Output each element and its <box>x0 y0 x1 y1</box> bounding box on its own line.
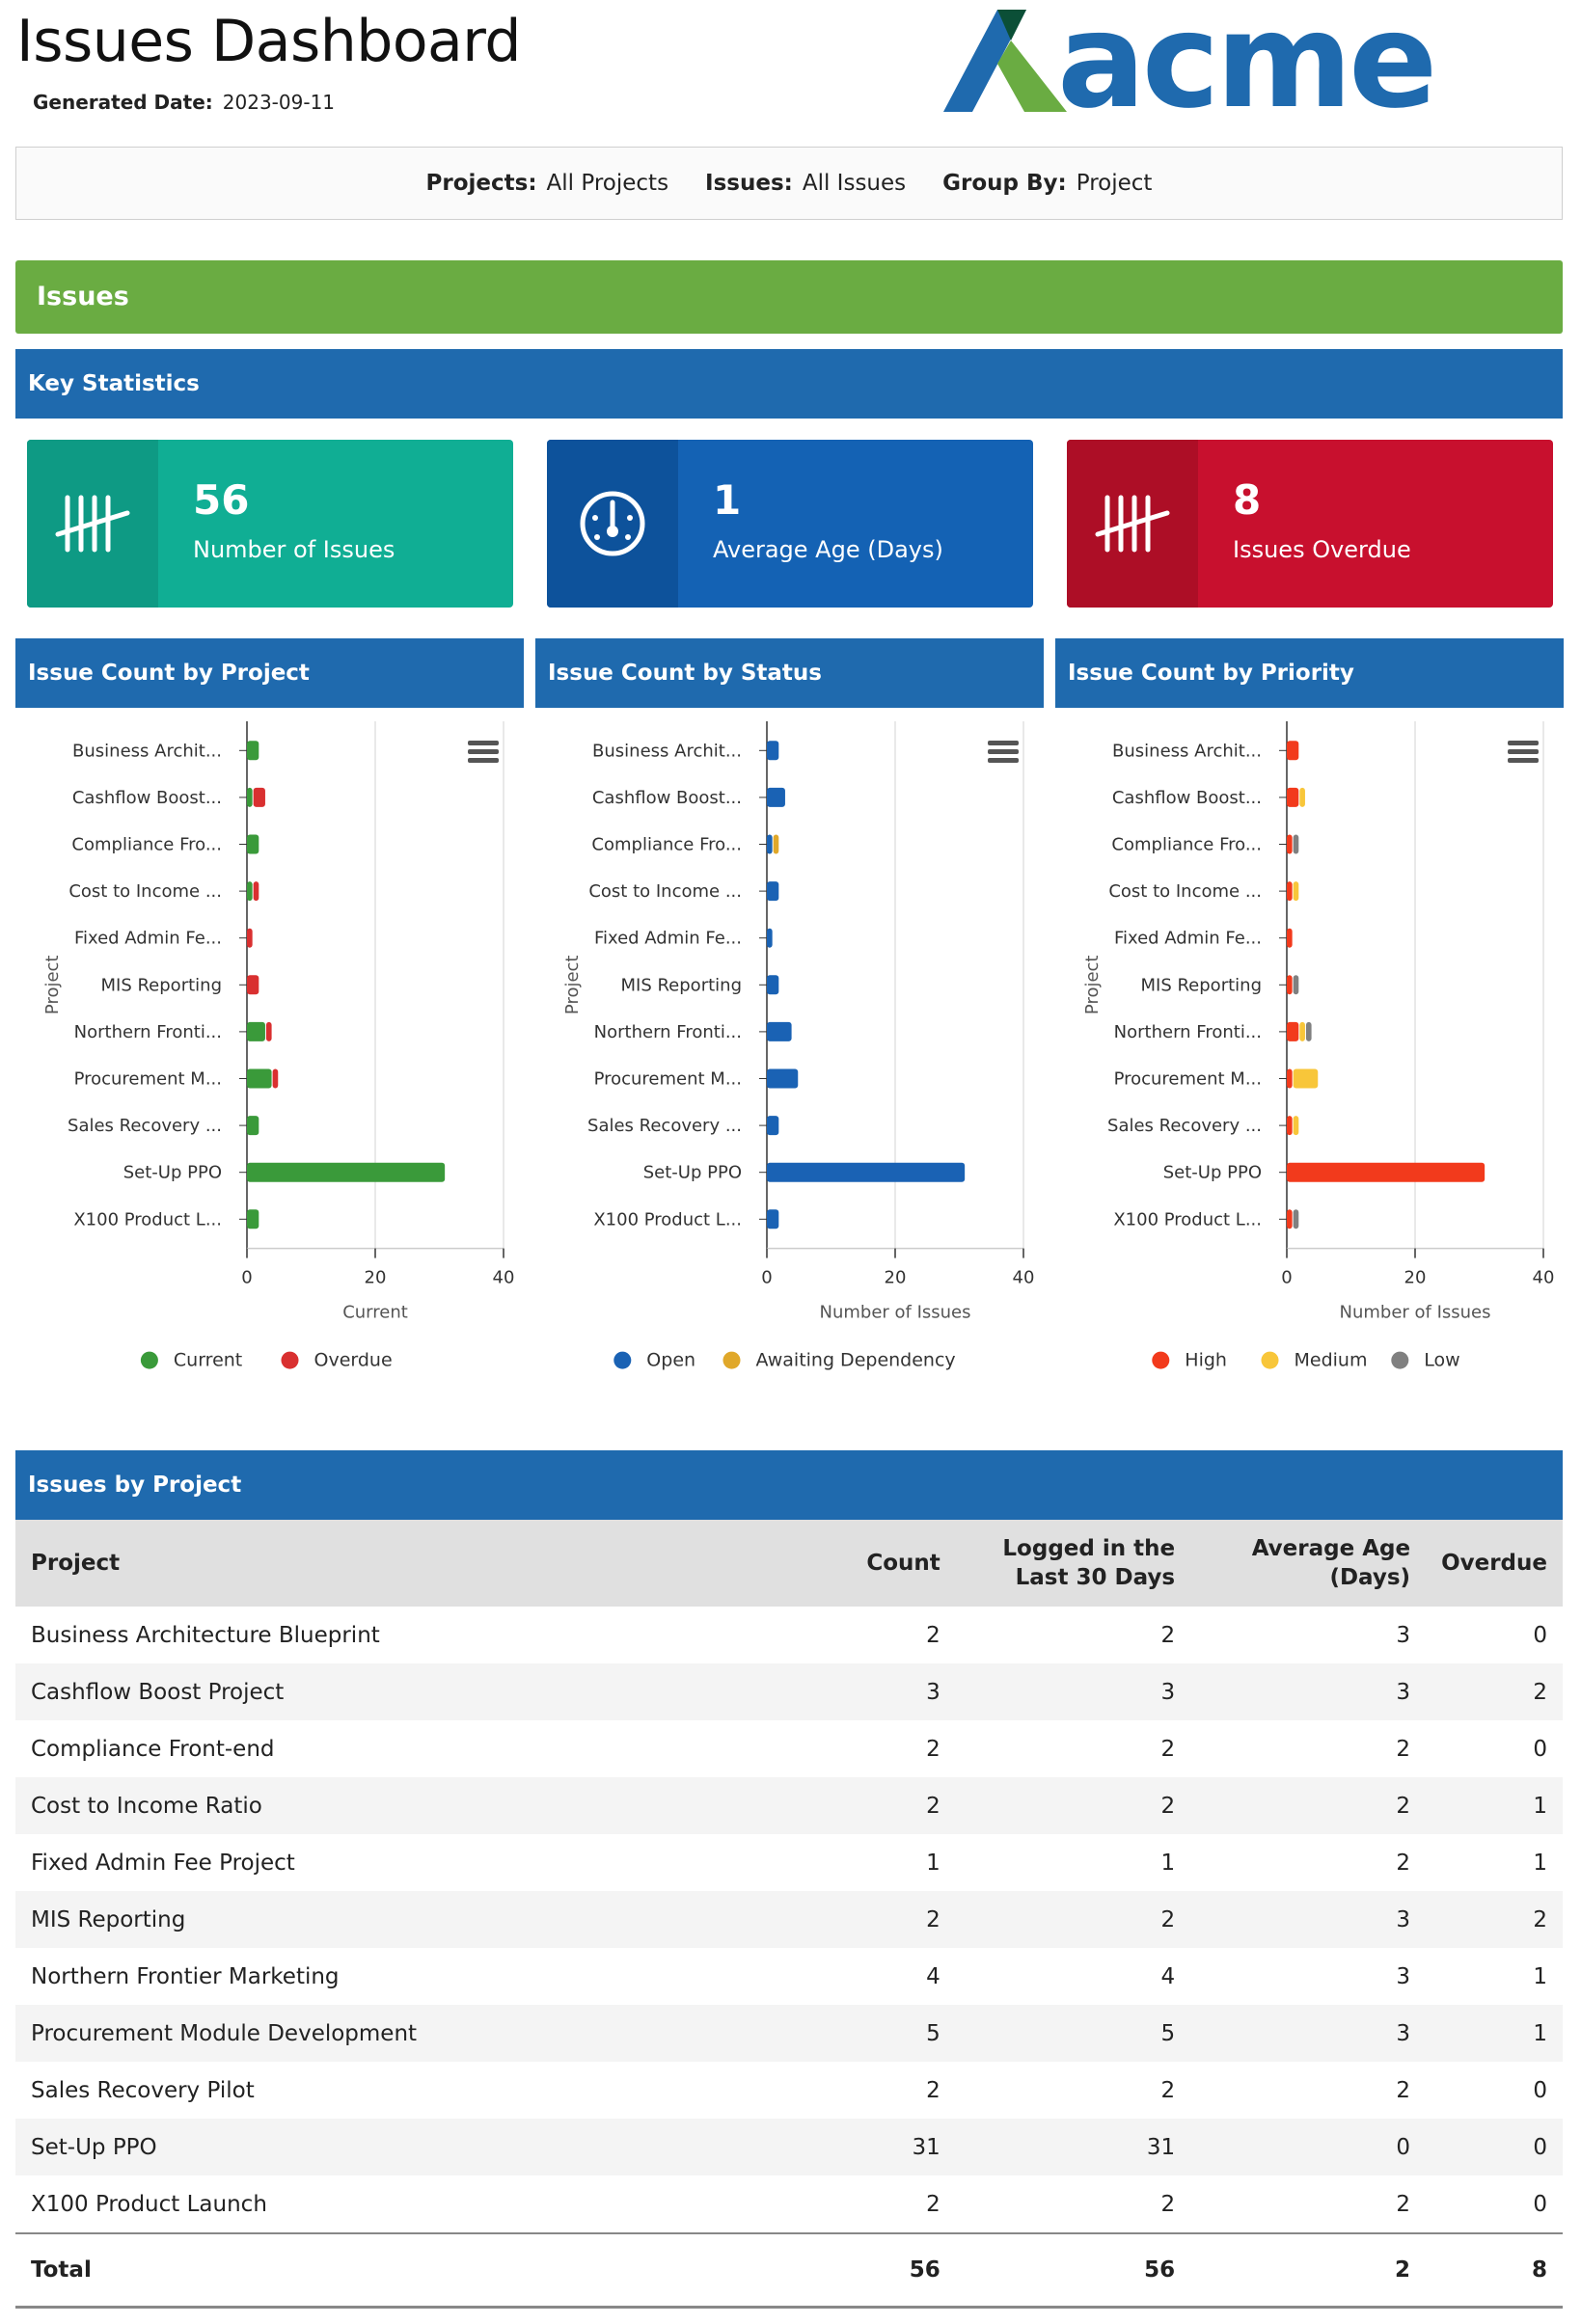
legend-item-medium[interactable] <box>1262 1350 1368 1371</box>
cell-count: 2 <box>766 1891 956 1948</box>
y-tick-label: Procurement M... <box>1113 1068 1262 1090</box>
cell-project: Cost to Income Ratio <box>15 1777 766 1834</box>
cell-age: 0 <box>1190 2119 1426 2175</box>
bar-open[interactable] <box>767 1116 778 1135</box>
legend-label: Low <box>1424 1349 1460 1371</box>
bar-low[interactable] <box>1294 1209 1299 1229</box>
bar-current[interactable] <box>247 1116 259 1135</box>
y-tick-label: Business Archit... <box>72 741 222 762</box>
bar-high[interactable] <box>1287 929 1293 948</box>
bar-current[interactable] <box>247 788 253 807</box>
bar-high[interactable] <box>1287 1022 1298 1041</box>
cell-project: MIS Reporting <box>15 1891 766 1948</box>
total-age: 2 <box>1190 2233 1426 2308</box>
filter-bar <box>15 147 1563 220</box>
x-axis-title: Number of Issues <box>819 1302 971 1323</box>
y-tick-label: Fixed Admin Fe... <box>73 928 222 949</box>
filter-projects[interactable]: Projects: All Projects <box>425 171 669 196</box>
cell-age: 2 <box>1396 2077 1411 2103</box>
x-tick-label: 20 <box>884 1267 907 1288</box>
generated-date-label: Generated Date: <box>33 91 213 114</box>
bar-high[interactable] <box>1287 788 1298 807</box>
y-tick-label: Set-Up PPO <box>642 1162 742 1183</box>
y-tick-label: Sales Recovery ... <box>587 1116 742 1137</box>
cell-overdue: 0 <box>1533 2077 1547 2103</box>
stat-label: Average Age (Days) <box>713 536 943 563</box>
cell-age: 3 <box>1190 2005 1426 2062</box>
bar-current[interactable] <box>247 1069 272 1089</box>
legend-item-current[interactable] <box>141 1350 242 1371</box>
cell-age: 2 <box>1190 1777 1426 1834</box>
cell-age: 3 <box>1396 1963 1411 1989</box>
issue-count-by-project-chart <box>15 710 524 1423</box>
cell-project: Northern Frontier Marketing <box>31 1963 340 1989</box>
issues-by-project-table <box>15 1520 1563 2309</box>
acme-logo <box>943 4 1561 118</box>
cell-overdue: 2 <box>1426 1891 1563 1948</box>
cell-overdue: 1 <box>1533 1963 1547 1989</box>
bar-current[interactable] <box>247 881 253 901</box>
chart-panel-status <box>535 661 1044 1423</box>
cell-project: Sales Recovery Pilot <box>31 2077 255 2103</box>
stat-value: 1 <box>713 476 742 524</box>
legend-label: High <box>1185 1349 1227 1371</box>
legend-marker <box>141 1352 158 1369</box>
bar-high[interactable] <box>1287 975 1293 994</box>
cell-project: Cashflow Boost Project <box>15 1663 766 1720</box>
cell-overdue: 1 <box>1426 1777 1563 1834</box>
bar-medium[interactable] <box>1294 1116 1299 1135</box>
y-tick-label: Fixed Admin Fe... <box>593 928 742 949</box>
legend-label: Overdue <box>313 1349 393 1371</box>
table-header-row <box>15 1520 1563 1607</box>
y-tick-label: Fixed Admin Fe... <box>1113 928 1262 949</box>
stat-tile-overdue <box>1067 440 1553 608</box>
stat-icon-box <box>27 440 158 608</box>
stat-icon-box <box>547 440 678 608</box>
y-tick-label: Cost to Income ... <box>1108 881 1262 903</box>
cell-logged: 2 <box>1160 2077 1176 2103</box>
table-row[interactable] <box>15 1834 1563 1891</box>
cell-overdue: 0 <box>1533 2191 1547 2217</box>
chart-panel-project <box>15 661 524 1423</box>
bar-current[interactable] <box>247 835 259 854</box>
bar-open[interactable] <box>767 975 778 994</box>
y-tick-label: Set-Up PPO <box>123 1162 222 1183</box>
table-row[interactable] <box>15 1607 1563 1663</box>
y-tick-label: Cost to Income ... <box>68 881 222 903</box>
y-tick-label: Compliance Fro... <box>71 834 222 855</box>
x-tick-label: 20 <box>364 1267 387 1288</box>
y-tick-label: Sales Recovery ... <box>68 1116 222 1137</box>
col-average-age[interactable]: Average Age (Days) <box>1190 1520 1426 1607</box>
stat-label: Number of Issues <box>193 536 395 563</box>
y-tick-label: Cashflow Boost... <box>591 787 742 808</box>
y-tick-label: X100 Product L... <box>593 1209 742 1230</box>
y-tick-label: Procurement M... <box>593 1068 742 1090</box>
bar-high[interactable] <box>1287 1163 1485 1182</box>
x-tick-label: 0 <box>761 1267 773 1288</box>
tally-icon <box>1094 490 1171 557</box>
cell-count: 3 <box>766 1663 956 1720</box>
cell-age: 3 <box>1190 1663 1426 1720</box>
y-tick-label: Business Archit... <box>592 741 742 762</box>
bar-current[interactable] <box>247 1022 265 1041</box>
bar-high[interactable] <box>1287 1069 1293 1089</box>
table-total-row <box>15 2233 1563 2308</box>
tally-icon <box>54 490 131 557</box>
legend-item-overdue[interactable] <box>282 1350 393 1371</box>
cell-age: 2 <box>1396 1850 1411 1876</box>
col-project[interactable]: Project <box>15 1520 766 1607</box>
cell-project: Fixed Admin Fee Project <box>31 1850 295 1876</box>
stat-label: Issues Overdue <box>1233 536 1411 563</box>
cell-logged: 2 <box>956 1777 1190 1834</box>
bar-medium[interactable] <box>1299 1022 1305 1041</box>
cell-count: 4 <box>926 1963 940 1989</box>
table-row[interactable] <box>15 1891 1563 1948</box>
chart-title-bar: Issue Count by Project <box>15 638 524 708</box>
issue-count-by-priority-chart <box>1055 710 1564 1423</box>
generated-date-value: 2023-09-11 <box>222 91 336 114</box>
y-tick-label: X100 Product L... <box>1113 1209 1262 1230</box>
bar-open[interactable] <box>767 1069 798 1089</box>
stat-value: 8 <box>1233 476 1262 524</box>
key-statistics-header: Key Statistics <box>15 349 1563 419</box>
cell-overdue: 0 <box>1533 1736 1547 1762</box>
legend-marker <box>1152 1352 1169 1369</box>
bar-overdue[interactable] <box>254 881 259 901</box>
bar-current[interactable] <box>247 1163 445 1182</box>
bar-open[interactable] <box>767 1022 792 1041</box>
cell-age: 2 <box>1396 2191 1411 2217</box>
bar-open[interactable] <box>767 1163 965 1182</box>
issue-count-by-status-chart <box>535 710 1044 1423</box>
bar-current[interactable] <box>247 1209 259 1229</box>
y-tick-label: Cashflow Boost... <box>71 787 222 808</box>
bar-high[interactable] <box>1287 1116 1293 1135</box>
bar-low[interactable] <box>1294 835 1299 854</box>
cell-logged: 2 <box>1160 1736 1176 1762</box>
y-tick-label: Sales Recovery ... <box>1107 1116 1262 1137</box>
y-tick-label: MIS Reporting <box>100 975 222 996</box>
stat-tile-issues <box>27 440 513 608</box>
cell-project: Business Architecture Blueprint <box>31 1622 380 1648</box>
x-tick-label: 0 <box>1281 1267 1293 1288</box>
legend-label: Awaiting Dependency <box>755 1349 956 1371</box>
x-tick-label: 0 <box>241 1267 253 1288</box>
y-axis-title: Project <box>1082 955 1103 1015</box>
cell-overdue: 2 <box>1426 1663 1563 1720</box>
bar-high[interactable] <box>1287 835 1293 854</box>
legend-label: Current <box>173 1349 243 1371</box>
legend-marker <box>282 1352 299 1369</box>
bar-overdue[interactable] <box>247 975 259 994</box>
cell-logged: 3 <box>956 1663 1190 1720</box>
page-title: Issues Dashboard <box>16 8 522 75</box>
y-tick-label: MIS Reporting <box>620 975 742 996</box>
legend-marker <box>1391 1352 1408 1369</box>
x-tick-label: 20 <box>1404 1267 1427 1288</box>
bar-awaiting-dependency[interactable] <box>774 835 779 854</box>
chart-menu-icon[interactable] <box>468 741 499 763</box>
legend-marker <box>723 1352 741 1369</box>
table-row[interactable] <box>15 2062 1563 2119</box>
bar-open[interactable] <box>767 1209 778 1229</box>
bar-low[interactable] <box>1294 975 1299 994</box>
bar-open[interactable] <box>767 881 778 901</box>
legend-marker <box>613 1352 631 1369</box>
y-tick-label: Northern Fronti... <box>1113 1021 1262 1042</box>
bar-current[interactable] <box>247 741 259 760</box>
legend-item-low[interactable] <box>1391 1350 1459 1371</box>
table-row[interactable] <box>15 1720 1563 1777</box>
cell-overdue: 0 <box>1426 2119 1563 2175</box>
legend-label: Open <box>646 1349 696 1371</box>
total-label: Total <box>15 2233 766 2308</box>
bar-high[interactable] <box>1287 1209 1293 1229</box>
stat-value: 56 <box>193 476 250 524</box>
bar-open[interactable] <box>767 788 785 807</box>
table-row[interactable] <box>15 2119 1563 2175</box>
logo-wordmark: acme <box>1057 4 1434 118</box>
filter-group-by[interactable]: Group By: Project <box>942 171 1153 196</box>
cell-logged: 1 <box>1160 1850 1176 1876</box>
cell-logged: 2 <box>1160 1622 1176 1648</box>
y-tick-label: Northern Fronti... <box>593 1021 742 1042</box>
bar-overdue[interactable] <box>247 929 253 948</box>
cell-count: 2 <box>926 2077 940 2103</box>
cell-project: X100 Product Launch <box>31 2191 267 2217</box>
bar-open[interactable] <box>767 835 773 854</box>
table-row[interactable] <box>15 1663 1563 1720</box>
bar-open[interactable] <box>767 929 773 948</box>
issues-by-project-header: Issues by Project <box>15 1450 1563 1520</box>
total-overdue: 8 <box>1426 2233 1563 2308</box>
legend-item-awaiting-dependency[interactable] <box>723 1350 956 1371</box>
y-tick-label: Cashflow Boost... <box>1111 787 1262 808</box>
stat-icon-box <box>1067 440 1198 608</box>
legend-label: Medium <box>1294 1349 1368 1371</box>
col-logged[interactable]: Logged in the Last 30 Days <box>956 1520 1190 1607</box>
table-row[interactable] <box>15 1777 1563 1834</box>
cell-logged: 2 <box>1160 2191 1176 2217</box>
cell-age: 3 <box>1190 1891 1426 1948</box>
y-axis-title: Project <box>562 955 583 1015</box>
cell-count: 2 <box>766 1777 956 1834</box>
bar-high[interactable] <box>1287 741 1298 760</box>
bar-medium[interactable] <box>1299 788 1305 807</box>
generated-date <box>33 91 335 114</box>
total-logged: 56 <box>956 2233 1190 2308</box>
cell-logged: 2 <box>956 1891 1190 1948</box>
chart-panel-priority <box>1055 661 1564 1423</box>
bar-medium[interactable] <box>1294 1069 1319 1089</box>
cell-overdue: 1 <box>1533 1850 1547 1876</box>
x-tick-label: 40 <box>1012 1267 1035 1288</box>
y-tick-label: MIS Reporting <box>1140 975 1262 996</box>
cell-logged: 31 <box>956 2119 1190 2175</box>
legend-marker <box>1262 1352 1279 1369</box>
total-count: 56 <box>766 2233 956 2308</box>
bar-high[interactable] <box>1287 881 1293 901</box>
cell-count: 31 <box>766 2119 956 2175</box>
y-axis-title: Project <box>42 955 63 1015</box>
y-tick-label: Business Archit... <box>1112 741 1262 762</box>
col-overdue[interactable]: Overdue <box>1426 1520 1563 1607</box>
cell-logged: 5 <box>956 2005 1190 2062</box>
y-tick-label: Procurement M... <box>73 1068 222 1090</box>
x-axis-title: Number of Issues <box>1339 1302 1491 1323</box>
cell-count: 2 <box>926 2191 940 2217</box>
bar-overdue[interactable] <box>266 1022 272 1041</box>
stat-tile-average-age <box>547 440 1033 608</box>
table-row[interactable] <box>15 2175 1563 2233</box>
chart-menu-icon[interactable] <box>1508 741 1539 763</box>
cell-count: 5 <box>766 2005 956 2062</box>
bar-overdue[interactable] <box>273 1069 279 1089</box>
y-tick-label: Compliance Fro... <box>1111 834 1262 855</box>
cell-count: 2 <box>926 1736 940 1762</box>
y-tick-label: Cost to Income ... <box>588 881 742 903</box>
table-row[interactable] <box>15 1948 1563 2005</box>
table-row[interactable] <box>15 2005 1563 2062</box>
col-count[interactable]: Count <box>766 1520 956 1607</box>
cell-age: 2 <box>1396 1736 1411 1762</box>
y-tick-label: Set-Up PPO <box>1162 1162 1262 1183</box>
y-tick-label: X100 Product L... <box>73 1209 222 1230</box>
x-tick-label: 40 <box>492 1267 515 1288</box>
cell-age: 3 <box>1396 1622 1411 1648</box>
cell-count: 1 <box>926 1850 940 1876</box>
y-tick-label: Compliance Fro... <box>591 834 742 855</box>
bar-overdue[interactable] <box>254 788 265 807</box>
issues-section-header: Issues <box>15 260 1563 334</box>
bar-open[interactable] <box>767 741 778 760</box>
legend-item-open[interactable] <box>613 1350 695 1371</box>
cell-count: 2 <box>926 1622 940 1648</box>
legend-item-high[interactable] <box>1152 1350 1227 1371</box>
x-tick-label: 40 <box>1532 1267 1555 1288</box>
bar-low[interactable] <box>1306 1022 1312 1041</box>
gauge-icon <box>578 489 647 558</box>
y-tick-label: Northern Fronti... <box>73 1021 222 1042</box>
cell-project: Compliance Front-end <box>31 1736 275 1762</box>
cell-project: Procurement Module Development <box>15 2005 766 2062</box>
cell-overdue: 0 <box>1533 1622 1547 1648</box>
cell-project: Set-Up PPO <box>15 2119 766 2175</box>
cell-overdue: 1 <box>1426 2005 1563 2062</box>
cell-logged: 4 <box>1160 1963 1176 1989</box>
chart-title-bar: Issue Count by Status <box>535 638 1044 708</box>
chart-title-bar: Issue Count by Priority <box>1055 638 1564 708</box>
filter-issues[interactable]: Issues: All Issues <box>705 171 907 196</box>
x-axis-title: Current <box>342 1302 408 1323</box>
bar-medium[interactable] <box>1294 881 1299 901</box>
chart-menu-icon[interactable] <box>988 741 1019 763</box>
